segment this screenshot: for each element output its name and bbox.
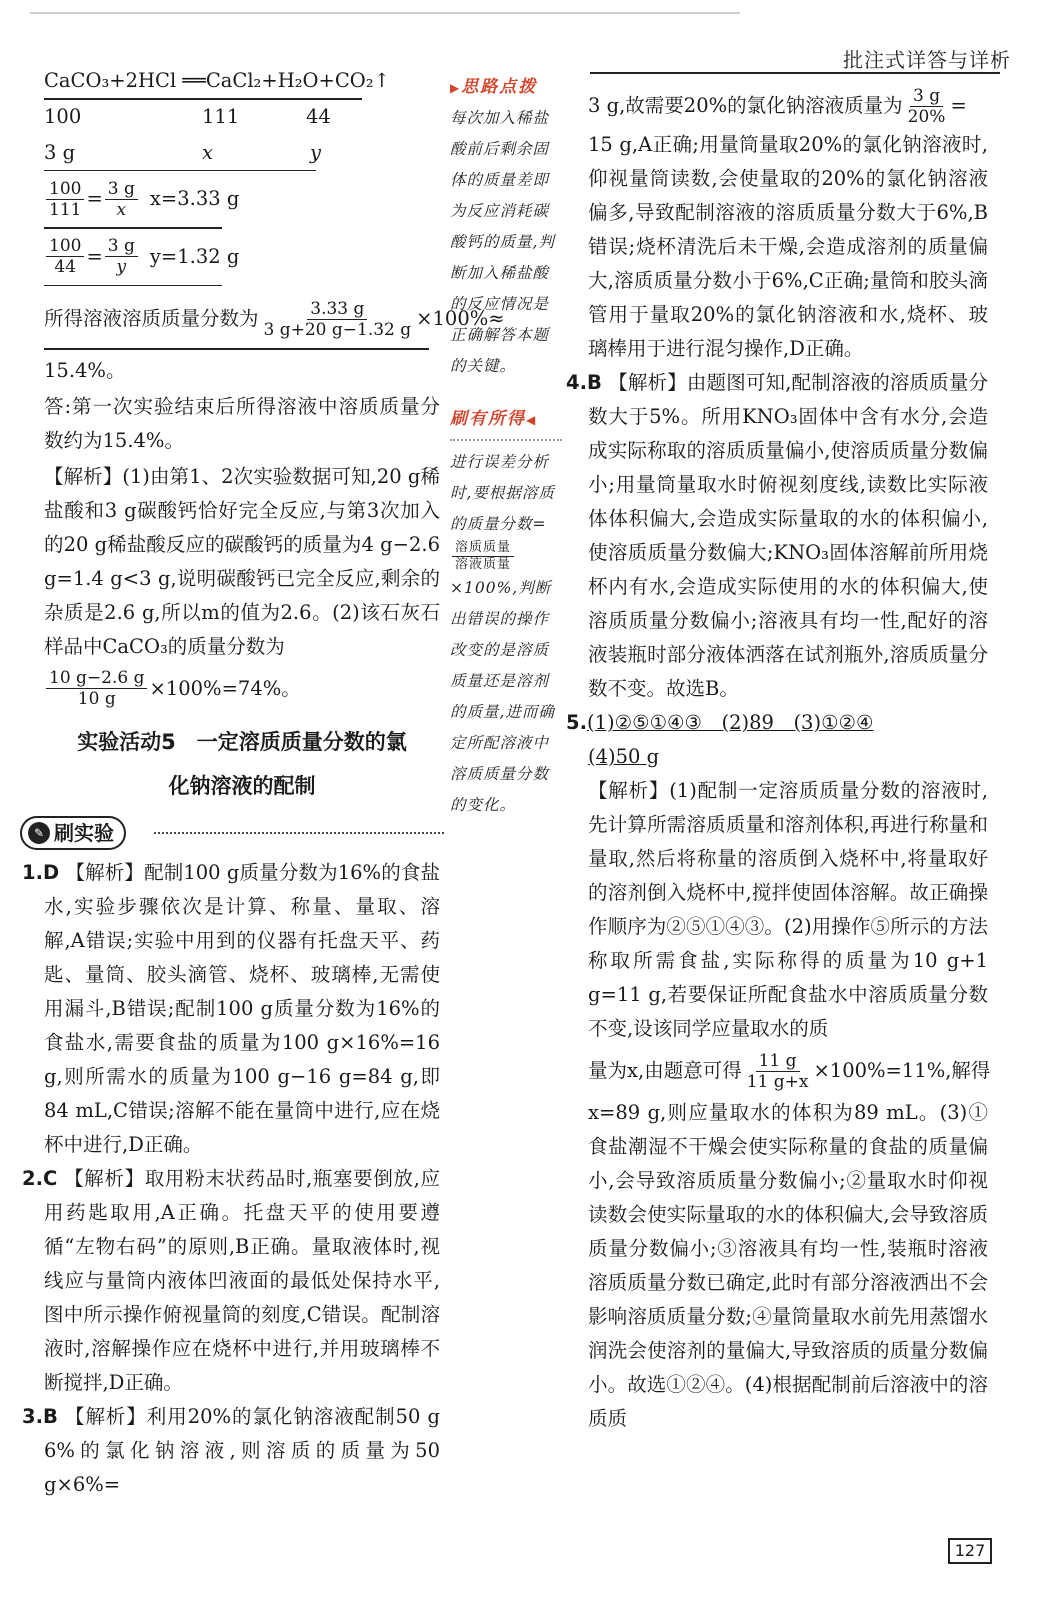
header-top-rule	[30, 12, 740, 14]
chem-equation	[44, 64, 440, 98]
q3-cont-pre: 3 g,故需要20%的氯化钠溶液质量为	[588, 94, 903, 117]
tip2-fraction-num: 溶质质量	[452, 540, 514, 557]
header-underline	[590, 72, 1000, 74]
q2-analysis: 【解析】取用粉末状药品时,瓶塞要倒放,应用药匙取用,A正确。托盘天平的使用要遵循“左物右码”的原则,B正确。量取液体时,视线应与量筒内液体凹液面的最低处保持水平,图中所示操作俯视量筒的刻度,C错误。配制溶液时,溶解操作应在烧杯中进行,并用玻璃棒不断搅拌,D正确。	[44, 1166, 440, 1394]
tip2-dotted-rule	[450, 439, 562, 441]
mass-fraction-suffix: ×100%≈	[416, 307, 505, 330]
q5-analysis-part1: 【解析】(1)配制一定溶质质量分数的溶液时,先计算所需溶质质量和溶剂体积,再进行称量和量取,然后将称量的溶质倒入烧杯中,将量取好的溶剂倒入烧杯中,搅拌使固体溶解。故正确操作顺序为②⑤①④③。(2)用操作⑤所示的方法称取所需食盐,实际称得的质量为10 g+1 g=11 g,若要保证所配食盐水中溶质质量分数不变,设该同学应量取水的质	[588, 779, 988, 1040]
mass-fraction-den: 3 g+20 g−1.32 g	[263, 319, 412, 340]
tip2-heading	[450, 404, 562, 435]
mass-fraction-result: 15.4%。	[44, 358, 126, 382]
q3-continuation-text: 15 g,A正确;用量筒量取20%的氯化钠溶液时,仰视量筒读数,会使量取的20%的氯化钠溶液偏多,导致配制溶液的溶质质量分数大于6%,B错误;烧杯清洗后未干燥,会造成溶剂的质量偏大,溶质质量分数小于6%,C正确;量筒和胶头滴管用于量取20%的氯化钠溶液和水,烧杯、玻璃棒用于进行混匀操作,D正确。	[588, 133, 988, 360]
analysis-block	[44, 460, 440, 664]
q3-answer: B	[42, 1404, 58, 1428]
q4-analysis: 【解析】由题图可知,配制溶液的溶质质量分数大于5%。所用KNO₃固体中含有水分,会造成实际称取的溶质质量偏小,使溶质质量分数偏小;用量筒量取水时俯视刻度线,读数比实际液体体积偏大,会造成实际量取的水的体积偏小,使溶质质量分数偏大;KNO₃固体溶解前所用烧杯内有水,会造成实际使用的水的体积偏大,使溶质质量分数偏小;溶液具有均一性,配好的溶液装瓶时部分液体洒落在试剂瓶外,溶质质量分数不变。故选B。	[588, 371, 989, 700]
q5-fraction-den: 11 g+x	[746, 1071, 809, 1092]
tip2-title: 刷有所得	[450, 409, 526, 429]
q3-number: 3.	[22, 1404, 43, 1428]
ratio1-a-num: 100	[46, 179, 84, 200]
analysis-fraction-den: 10 g	[77, 689, 116, 709]
tip2-text	[450, 447, 562, 821]
ratio2-a-den: 44	[54, 257, 77, 277]
q2-number: 2.	[22, 1166, 43, 1190]
q2-answer: C	[42, 1166, 58, 1190]
q1-analysis: 【解析】配制100 g质量分数为16%的食盐水,实验步骤依次是计算、称量、量取、溶解,A错误;实验中用到的仪器有托盘天平、药匙、量筒、胶头滴管、烧杯、玻璃棒,无需使用漏斗,B错误;配制100 g质量分数为16%的食盐水,需要食盐的质量为100 g×16%=16 g,则所需水的质量为100 g−16 g=84 g,即84 mL,C错误;溶解不能在量筒中进行,应在烧杯中进行,D正确。	[44, 860, 440, 1156]
analysis-fraction-suffix: ×100%=74%。	[149, 676, 301, 700]
q5-frac-pre: 量为x,由题意可得	[588, 1059, 742, 1082]
q5-frac-post: ×100%=11%,解得	[813, 1059, 991, 1082]
sidebar-notes	[450, 72, 562, 821]
ratio2-result: y=1.32 g	[149, 244, 240, 268]
given-y: y	[310, 140, 322, 164]
mass-cacl2: 111	[202, 104, 240, 128]
q4-answer: B	[586, 371, 602, 394]
q3-analysis: 【解析】利用20%的氯化钠溶液配制50 g 6%的氯化钠溶液,则溶质的质量为50 g×6%=	[44, 1404, 440, 1496]
q3-cont-fraction-den: 20%	[907, 106, 946, 127]
right-column	[566, 84, 991, 1436]
q3-cont-fraction-num: 3 g	[910, 86, 943, 107]
tip2-fraction-den: 溶液质量	[455, 557, 512, 572]
question-3	[22, 1400, 440, 1502]
chem-equation-text: CaCO₃+2HCl ══CaCl₂+H₂O+CO₂↑	[44, 69, 390, 92]
ratio1-b-den: x	[116, 199, 127, 220]
mass-co2: 44	[306, 104, 331, 128]
ratio-1: $\frac{100}{111}$ = $\frac{3 g}{x}$ x=3.33 g	[44, 171, 440, 227]
tip1-title: 思路点拨	[461, 77, 538, 97]
analysis-fraction-num: 10 g−2.6 g	[46, 668, 147, 689]
badge-label: 刷实验	[54, 820, 114, 845]
q5-analysis-part2: x=89 g,则应量取水的体积为89 mL。(3)①食盐潮湿不干燥会使实际称量的食盐的质量偏小,会导致溶质质量分数偏小;②量取水时仰视读数会使实际量取的水的体积偏大,会导致溶质质量分数偏小;③溶液具有均一性,装瓶时溶液溶质质量分数已确定,此时有部分溶液洒出不会影响溶质质量分数;④量筒量取水前先用蒸馏水润洗会使溶剂的量偏大,导致溶质的质量分数偏小。故选①②④。(4)根据配制前后溶液中的溶质质	[588, 1101, 988, 1430]
tip2-triangle-icon: ◀	[526, 413, 538, 427]
ratio-2: $\frac{100}{44}$ = $\frac{3 g}{y}$ y=1.32 g	[44, 229, 440, 285]
mass-fraction-prefix: 所得溶液溶质质量分数为	[44, 307, 259, 330]
q1-number: 1.	[22, 860, 43, 884]
q3-continuation-line	[588, 84, 988, 128]
badge-dotted-rule	[154, 832, 444, 834]
q5-answer-line1	[566, 706, 988, 740]
q3-cont-equals: =	[950, 94, 967, 117]
given-x: x	[202, 140, 213, 164]
analysis-fraction	[44, 664, 440, 714]
fraction-underline	[44, 348, 429, 350]
given-caco3: 3 g	[44, 140, 76, 164]
practice-badge-row	[33, 814, 440, 854]
tip1-heading	[450, 72, 562, 103]
badge-icon: ✎	[28, 822, 50, 844]
mass-fraction-num: 3.33 g	[307, 299, 367, 320]
section-title-line2: 化钠溶液的配制	[168, 773, 316, 798]
mass-fraction-line	[44, 290, 505, 348]
question-2	[22, 1162, 440, 1400]
analysis-text: 【解析】(1)由第1、2次实验数据可知,20 g稀盐酸和3 g碳酸钙恰好完全反应,与第3次加入的20 g稀盐酸反应的碳酸钙的质量为4 g−2.6 g=1.4 g<3 g,说明碳酸钙已完全反应,剩余的杂质是2.6 g,所以m的值为2.6。(2)该石灰石样品中CaCO₃的质量分数为	[44, 464, 440, 658]
practice-badge	[20, 816, 126, 850]
tip1-text: 每次加入稀盐酸前后剩余固体的质量差即为反应消耗碳酸钙的质量,判断加入稀盐酸的反应情况是正确解答本题的关键。	[450, 109, 555, 375]
tip2-post: ×100%,判断出错误的操作改变的是溶质质量还是溶剂的质量,进而确定所配溶液中溶质质量分数的变化。	[450, 579, 555, 814]
mass-caco3: 100	[44, 104, 82, 128]
molar-mass-row	[44, 100, 440, 134]
ratio1-b-num: 3 g	[105, 179, 138, 200]
page-header-title: 批注式详答与详析	[843, 48, 1011, 72]
ratio1-result: x=3.33 g	[149, 187, 240, 210]
page-number: 127	[948, 1538, 992, 1564]
tip1-triangle-icon: ▶	[450, 81, 462, 95]
q5-answers: (1)②⑤①④③ (2)89 (3)①②④	[586, 711, 874, 734]
answer-statement: 答:第一次实验结束后所得溶液中溶质质量分数约为15.4%。	[44, 394, 440, 452]
q5-number: 5.	[566, 711, 587, 734]
tip2-pre: 进行误差分析时,要根据溶质的质量分数=	[450, 453, 555, 533]
q5-answer-4: (4)50 g	[588, 745, 660, 768]
ratio2-a-num: 100	[46, 236, 84, 257]
question-4	[566, 366, 989, 706]
ratio2-underline	[44, 285, 222, 287]
section-title-line1: 实验活动5 一定溶质质量分数的氯	[77, 729, 407, 754]
ratio1-a-den: 111	[49, 199, 82, 220]
tip2-fraction	[452, 540, 514, 573]
q5-fraction-num: 11 g	[756, 1051, 800, 1072]
given-row	[44, 136, 440, 170]
q4-number: 4.	[566, 371, 587, 394]
q5-answer-line2	[588, 740, 988, 774]
question-1	[22, 856, 440, 1162]
ratio2-b-den: y	[116, 257, 127, 277]
q1-answer: D	[42, 860, 60, 884]
q5-fraction-line	[588, 1046, 991, 1096]
ratio2-b-num: 3 g	[105, 236, 138, 257]
